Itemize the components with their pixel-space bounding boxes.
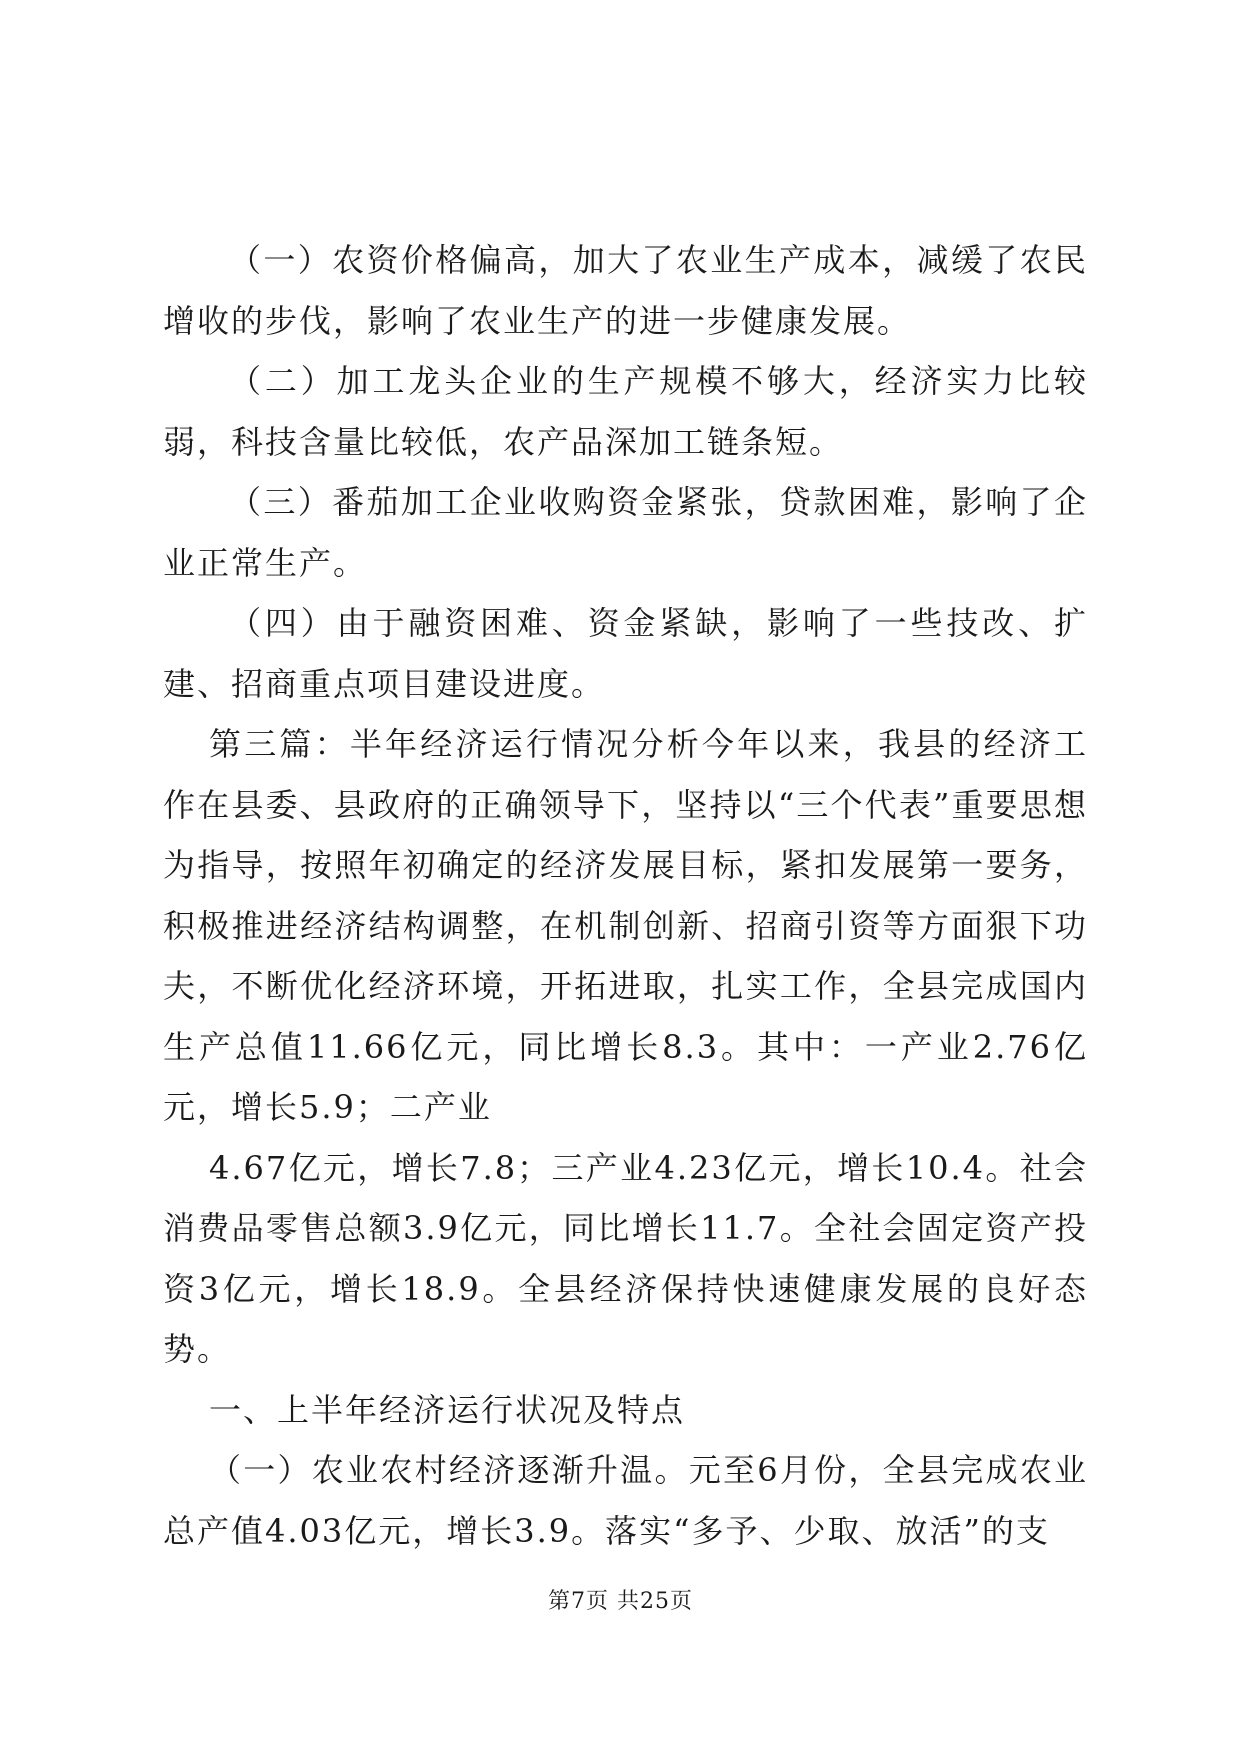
section-heading: 一、上半年经济运行状况及特点 (209, 1390, 686, 1429)
paragraph-problem-3: （三）番茄加工企业收购资金紧张，贷款困难，影响了企业正常生产。 (163, 483, 1088, 582)
page-body (163, 230, 1088, 1561)
paragraph-problem-4: （四）由于融资困难、资金紧缺，影响了一些技改、扩建、招商重点项目建设进度。 (163, 604, 1088, 703)
paragraph-agriculture: （一）农业农村经济逐渐升温。元至6月份，全县完成农业总产值4.03亿元，增长3.9。落实“多予、少取、放活”的支 (163, 1451, 1088, 1550)
paragraph-part-three-intro: 第三篇：半年经济运行情况分析今年以来，我县的经济工作在县委、县政府的正确领导下，坚持以“三个代表”重要思想为指导，按照年初确定的经济发展目标，紧扣发展第一要务，积极推进经济结构调整，在机制创新、招商引资等方面狠下功夫，不断优化经济环境，开拓进取，扎实工作，全县完成国内生产总值11.66亿元，同比增长8.3。其中：一产业2.76亿元，增长5.9；二产业 (163, 725, 1088, 1126)
page-number-footer: 第7页 共25页 (548, 1589, 693, 1614)
paragraph-statistics: 4.67亿元，增长7.8；三产业4.23亿元，增长10.4。社会消费品零售总额3.9亿元，同比增长11.7。全社会固定资产投资3亿元，增长18.9。全县经济保持快速健康发展的良好态势。 (163, 1148, 1088, 1368)
paragraph-problem-1: （一）农资价格偏高，加大了农业生产成本，减缓了农民增收的步伐，影响了农业生产的进一步健康发展。 (163, 241, 1088, 340)
paragraph-problem-2: （二）加工龙头企业的生产规模不够大，经济实力比较弱，科技含量比较低，农产品深加工链条短。 (163, 362, 1088, 461)
